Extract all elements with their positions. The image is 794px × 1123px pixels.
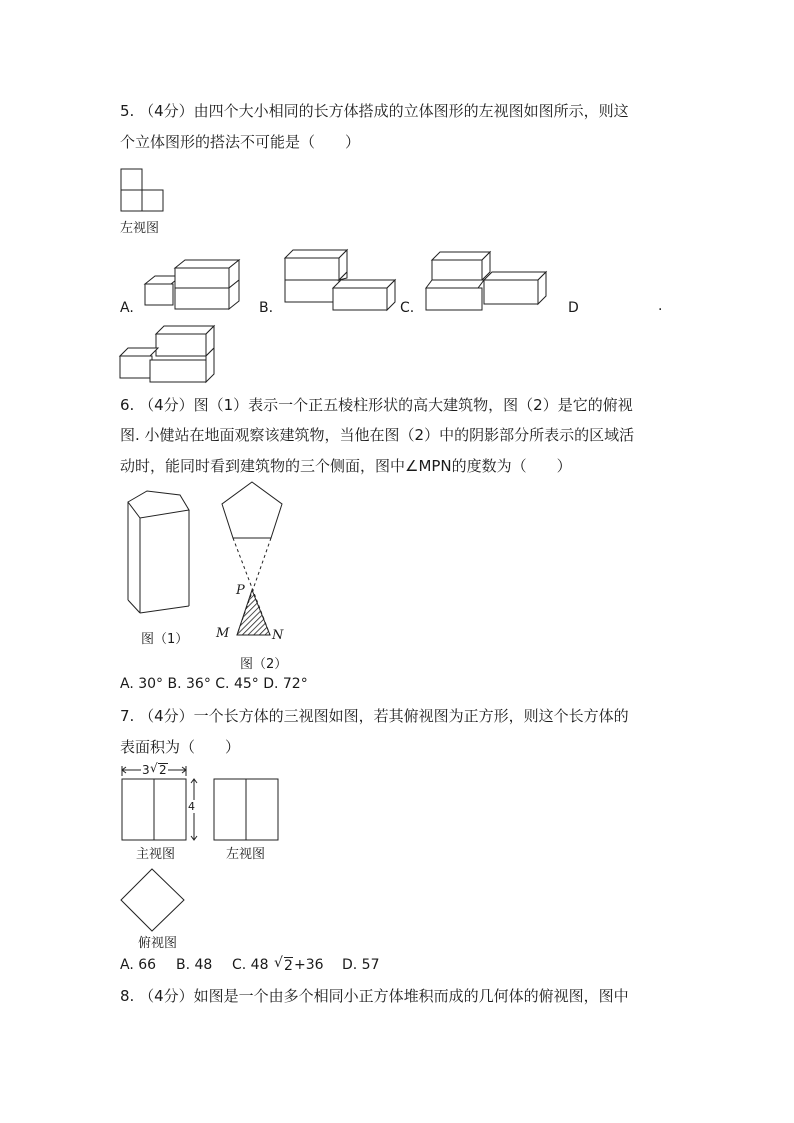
q5-text-line1: 5. （4分）由四个大小相同的长方体搭成的立体图形的左视图如图所示，则这 [120,102,629,120]
q6-label-n: N [272,628,284,643]
q7-left-view-figure [212,778,280,842]
q8-text-line1: 8. （4分）如图是一个由多个相同小正方体堆积而成的几何体的俯视图，图中 [120,987,629,1005]
q5-text-line2: 个立体图形的搭法不可能是（ ） [120,133,361,151]
q7-sqrt-sign: √ [150,761,158,775]
q6-label-m: M [216,626,230,641]
q5-option-a-label: A. [120,300,134,316]
q5-option-d-figure [118,324,218,389]
q7-option-d: D. 57 [342,957,380,973]
q6-text-line3: 动时，能同时看到建筑物的三个侧面，图中∠MPN的度数为（ ） [120,457,572,475]
q7-option-a: A. 66 [120,957,157,973]
q6-fig2-caption: 图（2） [240,657,288,672]
q5-option-b-label: B. [259,300,274,316]
q7-option-c-sqrt-sign: √ [274,955,283,971]
q7-dim-4: 4 [188,800,195,813]
q7-text-line1: 7. （4分）一个长方体的三视图如图，若其俯视图为正方形，则这个长方体的 [120,707,629,725]
q6-top-view-figure [210,480,290,645]
q7-option-c-prefix: C. 48 [232,957,269,973]
q7-option-c-radicand: 2 [284,958,293,974]
q5-option-c-label: C. [400,300,415,316]
q6-prism-figure [125,488,195,618]
q5-option-b-figure [283,248,398,318]
q5-left-view-figure [120,168,170,216]
q6-text-line2: 图. 小健站在地面观察该建筑物，当他在图（2）中的阴影部分所表示的区域活 [120,426,635,444]
q7-dim-2: 2 [159,763,167,777]
q5-left-view-caption: 左视图 [120,221,160,236]
q7-option-b: B. 48 [176,957,213,973]
q6-answer-options: A. 30° B. 36° C. 45° D. 72° [120,676,308,692]
q5-option-d-label: D [568,300,579,316]
q7-top-view-caption: 俯视图 [138,936,178,951]
q5-option-d-dot: . [658,298,663,314]
q7-option-c-suffix: +36 [294,957,324,973]
q7-text-line2: 表面积为（ ） [120,738,241,756]
q7-front-view-caption: 主视图 [136,847,176,862]
q5-option-a-figure [143,256,243,316]
q5-option-c-figure [424,250,549,315]
q7-dim-3: 3 [142,763,150,777]
q6-label-p: P [236,583,245,598]
q7-left-view-caption: 左视图 [226,847,266,862]
q7-top-view-figure [120,868,186,934]
q6-fig1-caption: 图（1） [141,632,189,647]
q6-text-line1: 6. （4分）图（1）表示一个正五棱柱形状的高大建筑物，图（2）是它的俯视 [120,396,633,414]
